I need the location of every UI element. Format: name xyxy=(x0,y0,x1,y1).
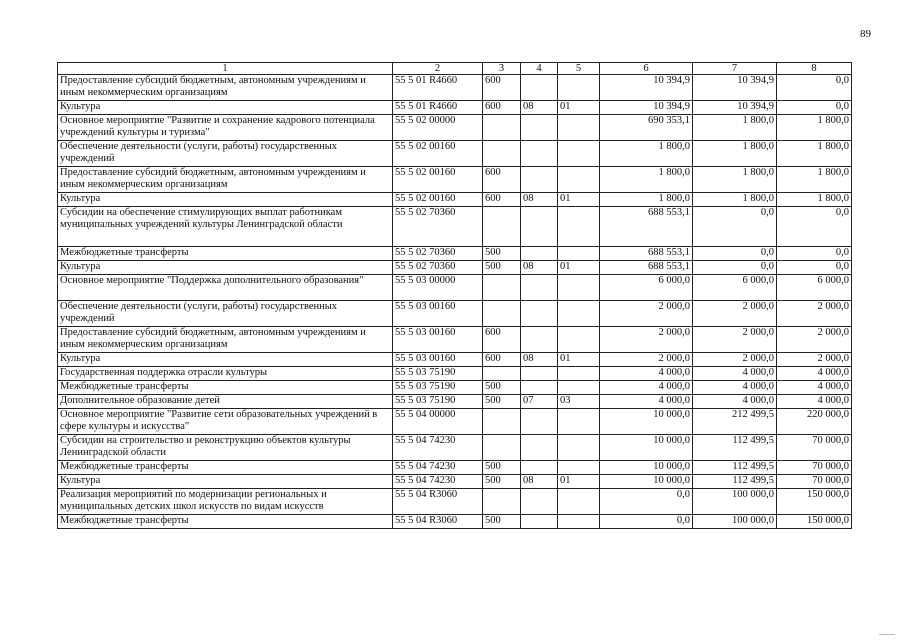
row-amount-col8-cell: 0,0 xyxy=(777,207,852,247)
row-section-cell xyxy=(521,301,558,327)
table-row xyxy=(58,461,852,475)
row-amount-col6-cell: 688 553,1 xyxy=(600,261,693,275)
row-amount-col6-cell: 10 394,9 xyxy=(600,101,693,115)
row-amount-col8-cell: 70 000,0 xyxy=(777,435,852,461)
row-section-cell xyxy=(521,435,558,461)
row-name-cell: Предоставление субсидий бюджетным, автономным учреждениям и иным некоммерческим организациям xyxy=(58,167,393,193)
row-subsection-cell: 01 xyxy=(558,353,600,367)
row-name-cell: Основное мероприятие "Развитие и сохранение кадрового потенциала учреждений культуры и туризма" xyxy=(58,115,393,141)
row-amount-col7-cell: 112 499,5 xyxy=(693,435,777,461)
row-amount-col8-cell: 1 800,0 xyxy=(777,141,852,167)
row-section-cell: 08 xyxy=(521,353,558,367)
row-section-cell xyxy=(521,327,558,353)
row-amount-col8-cell: 220 000,0 xyxy=(777,409,852,435)
row-amount-col7-cell: 4 000,0 xyxy=(693,395,777,409)
header-row xyxy=(58,63,852,75)
row-code-cell: 55 5 03 00160 xyxy=(393,327,483,353)
table-row xyxy=(58,435,852,461)
row-code-cell: 55 5 02 70360 xyxy=(393,261,483,275)
row-section-cell xyxy=(521,167,558,193)
row-subsection-cell xyxy=(558,409,600,435)
table-row xyxy=(58,327,852,353)
row-expense-type-cell xyxy=(483,409,521,435)
row-amount-col7-cell: 10 394,9 xyxy=(693,101,777,115)
row-amount-col7-cell: 1 800,0 xyxy=(693,115,777,141)
row-subsection-cell xyxy=(558,489,600,515)
row-subsection-cell xyxy=(558,515,600,529)
row-amount-col7-cell: 1 800,0 xyxy=(693,141,777,167)
row-code-cell: 55 5 03 75190 xyxy=(393,381,483,395)
row-code-cell: 55 5 02 00160 xyxy=(393,167,483,193)
row-amount-col8-cell: 2 000,0 xyxy=(777,327,852,353)
table-row xyxy=(58,395,852,409)
row-amount-col8-cell: 0,0 xyxy=(777,247,852,261)
table-row xyxy=(58,367,852,381)
row-expense-type-cell: 500 xyxy=(483,247,521,261)
row-expense-type-cell: 500 xyxy=(483,475,521,489)
budget-table xyxy=(57,62,852,529)
table-row xyxy=(58,353,852,367)
row-name-cell: Предоставление субсидий бюджетным, автономным учреждениям и иным некоммерческим организациям xyxy=(58,327,393,353)
header-cell: 3 xyxy=(483,63,521,75)
row-expense-type-cell: 500 xyxy=(483,515,521,529)
row-amount-col8-cell: 2 000,0 xyxy=(777,301,852,327)
row-amount-col6-cell: 10 000,0 xyxy=(600,409,693,435)
header-cell: 8 xyxy=(777,63,852,75)
row-name-cell: Реализация мероприятий по модернизации региональных и муниципальных детских школ искусств по видам искусств xyxy=(58,489,393,515)
row-name-cell: Межбюджетные трансферты xyxy=(58,247,393,261)
row-name-cell: Обеспечение деятельности (услуги, работы) государственных учреждений xyxy=(58,141,393,167)
row-amount-col6-cell: 2 000,0 xyxy=(600,301,693,327)
row-name-cell: Основное мероприятие "Развитие сети образовательных учреждений в сфере культуры и искусства" xyxy=(58,409,393,435)
row-expense-type-cell: 500 xyxy=(483,261,521,275)
row-amount-col8-cell: 4 000,0 xyxy=(777,367,852,381)
row-amount-col6-cell: 690 353,1 xyxy=(600,115,693,141)
row-amount-col7-cell: 2 000,0 xyxy=(693,353,777,367)
row-expense-type-cell: 600 xyxy=(483,101,521,115)
row-amount-col7-cell: 6 000,0 xyxy=(693,275,777,301)
row-amount-col6-cell: 10 000,0 xyxy=(600,461,693,475)
row-section-cell xyxy=(521,115,558,141)
row-amount-col7-cell: 2 000,0 xyxy=(693,327,777,353)
row-amount-col7-cell: 0,0 xyxy=(693,207,777,247)
row-amount-col7-cell: 100 000,0 xyxy=(693,515,777,529)
row-amount-col7-cell: 112 499,5 xyxy=(693,475,777,489)
row-subsection-cell xyxy=(558,275,600,301)
row-amount-col6-cell: 1 800,0 xyxy=(600,141,693,167)
row-amount-col8-cell: 0,0 xyxy=(777,101,852,115)
row-code-cell: 55 5 04 00000 xyxy=(393,409,483,435)
row-amount-col8-cell: 4 000,0 xyxy=(777,395,852,409)
row-section-cell: 08 xyxy=(521,261,558,275)
row-amount-col8-cell: 6 000,0 xyxy=(777,275,852,301)
row-section-cell xyxy=(521,75,558,101)
row-expense-type-cell: 600 xyxy=(483,167,521,193)
row-name-cell: Субсидии на строительство и реконструкцию объектов культуры Ленинградской области xyxy=(58,435,393,461)
row-section-cell xyxy=(521,381,558,395)
table-row xyxy=(58,275,852,301)
table-row xyxy=(58,167,852,193)
row-code-cell: 55 5 02 70360 xyxy=(393,207,483,247)
row-code-cell: 55 5 03 75190 xyxy=(393,367,483,381)
row-code-cell: 55 5 02 00160 xyxy=(393,193,483,207)
row-section-cell xyxy=(521,275,558,301)
header-cell: 2 xyxy=(393,63,483,75)
row-amount-col7-cell: 10 394,9 xyxy=(693,75,777,101)
table-row xyxy=(58,141,852,167)
row-amount-col6-cell: 0,0 xyxy=(600,515,693,529)
row-subsection-cell: 01 xyxy=(558,101,600,115)
row-code-cell: 55 5 03 75190 xyxy=(393,395,483,409)
row-code-cell: 55 5 02 00160 xyxy=(393,141,483,167)
row-subsection-cell xyxy=(558,327,600,353)
row-name-cell: Культура xyxy=(58,475,393,489)
row-section-cell: 08 xyxy=(521,101,558,115)
row-code-cell: 55 5 02 70360 xyxy=(393,247,483,261)
row-code-cell: 55 5 02 00000 xyxy=(393,115,483,141)
row-amount-col8-cell: 1 800,0 xyxy=(777,193,852,207)
row-amount-col7-cell: 100 000,0 xyxy=(693,489,777,515)
row-amount-col6-cell: 1 800,0 xyxy=(600,167,693,193)
row-expense-type-cell xyxy=(483,367,521,381)
row-amount-col6-cell: 688 553,1 xyxy=(600,247,693,261)
row-code-cell: 55 5 01 R4660 xyxy=(393,101,483,115)
row-amount-col8-cell: 2 000,0 xyxy=(777,353,852,367)
row-name-cell: Межбюджетные трансферты xyxy=(58,461,393,475)
row-subsection-cell xyxy=(558,115,600,141)
row-amount-col6-cell: 4 000,0 xyxy=(600,395,693,409)
row-expense-type-cell: 600 xyxy=(483,327,521,353)
scan-mark xyxy=(879,634,895,638)
row-amount-col7-cell: 1 800,0 xyxy=(693,193,777,207)
row-subsection-cell xyxy=(558,75,600,101)
row-expense-type-cell: 500 xyxy=(483,381,521,395)
row-amount-col8-cell: 0,0 xyxy=(777,261,852,275)
row-expense-type-cell: 600 xyxy=(483,353,521,367)
row-expense-type-cell xyxy=(483,301,521,327)
row-amount-col7-cell: 112 499,5 xyxy=(693,461,777,475)
row-subsection-cell xyxy=(558,207,600,247)
table-row xyxy=(58,409,852,435)
page-number: 89 xyxy=(860,28,871,40)
row-section-cell xyxy=(521,141,558,167)
row-amount-col7-cell: 0,0 xyxy=(693,247,777,261)
table-row xyxy=(58,207,852,247)
row-amount-col8-cell: 70 000,0 xyxy=(777,461,852,475)
header-cell: 6 xyxy=(600,63,693,75)
row-subsection-cell xyxy=(558,461,600,475)
row-amount-col8-cell: 150 000,0 xyxy=(777,515,852,529)
table-row xyxy=(58,247,852,261)
row-subsection-cell xyxy=(558,141,600,167)
row-amount-col8-cell: 70 000,0 xyxy=(777,475,852,489)
table-row xyxy=(58,301,852,327)
row-name-cell: Культура xyxy=(58,101,393,115)
row-subsection-cell xyxy=(558,247,600,261)
row-subsection-cell xyxy=(558,435,600,461)
row-name-cell: Государственная поддержка отрасли культуры xyxy=(58,367,393,381)
row-amount-col7-cell: 4 000,0 xyxy=(693,381,777,395)
table-body xyxy=(58,75,852,529)
table-row xyxy=(58,475,852,489)
row-expense-type-cell xyxy=(483,141,521,167)
row-name-cell: Культура xyxy=(58,261,393,275)
row-amount-col6-cell: 10 000,0 xyxy=(600,435,693,461)
table-row xyxy=(58,381,852,395)
table-row xyxy=(58,489,852,515)
header-cell: 1 xyxy=(58,63,393,75)
row-code-cell: 55 5 03 00160 xyxy=(393,301,483,327)
row-amount-col6-cell: 688 553,1 xyxy=(600,207,693,247)
row-amount-col6-cell: 10 000,0 xyxy=(600,475,693,489)
row-section-cell xyxy=(521,367,558,381)
table-row xyxy=(58,515,852,529)
row-amount-col7-cell: 2 000,0 xyxy=(693,301,777,327)
header-cell: 5 xyxy=(558,63,600,75)
table-row xyxy=(58,115,852,141)
row-amount-col7-cell: 4 000,0 xyxy=(693,367,777,381)
table-row xyxy=(58,101,852,115)
row-name-cell: Межбюджетные трансферты xyxy=(58,381,393,395)
row-subsection-cell xyxy=(558,167,600,193)
row-section-cell: 08 xyxy=(521,475,558,489)
row-expense-type-cell: 500 xyxy=(483,461,521,475)
row-section-cell: 08 xyxy=(521,193,558,207)
row-code-cell: 55 5 04 R3060 xyxy=(393,489,483,515)
row-amount-col8-cell: 1 800,0 xyxy=(777,115,852,141)
row-name-cell: Культура xyxy=(58,353,393,367)
row-amount-col6-cell: 2 000,0 xyxy=(600,353,693,367)
row-amount-col8-cell: 1 800,0 xyxy=(777,167,852,193)
table-row xyxy=(58,75,852,101)
row-section-cell: 07 xyxy=(521,395,558,409)
row-expense-type-cell xyxy=(483,489,521,515)
row-section-cell xyxy=(521,409,558,435)
row-expense-type-cell xyxy=(483,207,521,247)
row-expense-type-cell xyxy=(483,435,521,461)
row-amount-col8-cell: 0,0 xyxy=(777,75,852,101)
row-code-cell: 55 5 04 74230 xyxy=(393,475,483,489)
row-code-cell: 55 5 04 R3060 xyxy=(393,515,483,529)
row-code-cell: 55 5 03 00000 xyxy=(393,275,483,301)
row-subsection-cell xyxy=(558,301,600,327)
row-section-cell xyxy=(521,461,558,475)
row-subsection-cell: 01 xyxy=(558,193,600,207)
header-cell: 4 xyxy=(521,63,558,75)
row-subsection-cell: 03 xyxy=(558,395,600,409)
row-name-cell: Предоставление субсидий бюджетным, автономным учреждениям и иным некоммерческим организациям xyxy=(58,75,393,101)
row-code-cell: 55 5 01 R4660 xyxy=(393,75,483,101)
row-section-cell xyxy=(521,207,558,247)
row-amount-col6-cell: 2 000,0 xyxy=(600,327,693,353)
row-code-cell: 55 5 03 00160 xyxy=(393,353,483,367)
row-subsection-cell xyxy=(558,381,600,395)
row-amount-col6-cell: 1 800,0 xyxy=(600,193,693,207)
row-amount-col6-cell: 6 000,0 xyxy=(600,275,693,301)
row-amount-col6-cell: 0,0 xyxy=(600,489,693,515)
row-name-cell: Обеспечение деятельности (услуги, работы) государственных учреждений xyxy=(58,301,393,327)
row-subsection-cell xyxy=(558,367,600,381)
table-row xyxy=(58,261,852,275)
row-section-cell xyxy=(521,247,558,261)
row-amount-col7-cell: 1 800,0 xyxy=(693,167,777,193)
row-amount-col8-cell: 150 000,0 xyxy=(777,489,852,515)
row-name-cell: Дополнительное образование детей xyxy=(58,395,393,409)
table-row xyxy=(58,193,852,207)
row-expense-type-cell: 500 xyxy=(483,395,521,409)
row-code-cell: 55 5 04 74230 xyxy=(393,435,483,461)
row-name-cell: Межбюджетные трансферты xyxy=(58,515,393,529)
row-subsection-cell: 01 xyxy=(558,261,600,275)
row-name-cell: Субсидии на обеспечение стимулирующих выплат работникам муниципальных учреждений культуры Ленинградской области xyxy=(58,207,393,247)
row-name-cell: Основное мероприятие "Поддержка дополнительного образования" xyxy=(58,275,393,301)
row-expense-type-cell xyxy=(483,115,521,141)
row-amount-col8-cell: 4 000,0 xyxy=(777,381,852,395)
row-expense-type-cell xyxy=(483,275,521,301)
header-cell: 7 xyxy=(693,63,777,75)
row-expense-type-cell: 600 xyxy=(483,193,521,207)
row-amount-col7-cell: 212 499,5 xyxy=(693,409,777,435)
row-code-cell: 55 5 04 74230 xyxy=(393,461,483,475)
row-name-cell: Культура xyxy=(58,193,393,207)
row-expense-type-cell: 600 xyxy=(483,75,521,101)
row-amount-col6-cell: 10 394,9 xyxy=(600,75,693,101)
row-section-cell xyxy=(521,515,558,529)
row-amount-col6-cell: 4 000,0 xyxy=(600,381,693,395)
row-amount-col7-cell: 0,0 xyxy=(693,261,777,275)
row-section-cell xyxy=(521,489,558,515)
row-subsection-cell: 01 xyxy=(558,475,600,489)
row-amount-col6-cell: 4 000,0 xyxy=(600,367,693,381)
